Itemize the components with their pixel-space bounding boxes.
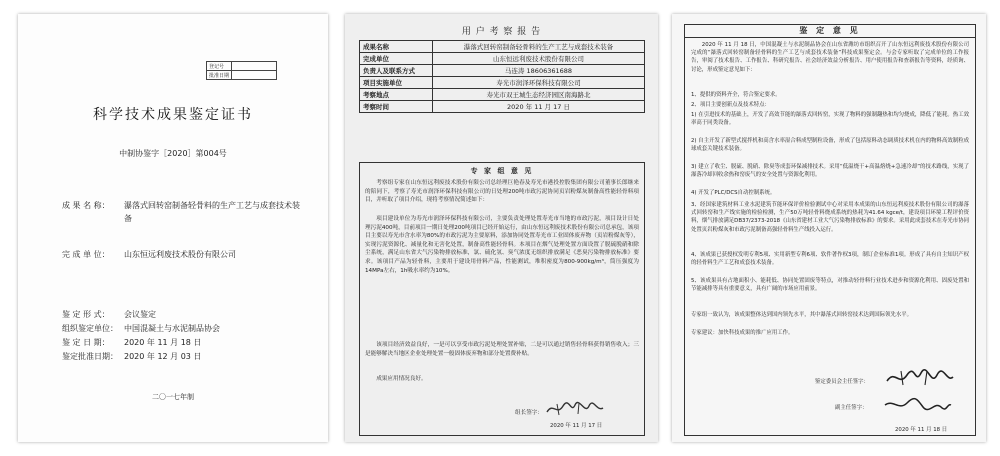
reg-label-approval-date: 批准日期 bbox=[207, 71, 232, 80]
chair-signature-row bbox=[815, 377, 869, 385]
registration-box bbox=[206, 61, 277, 80]
appraisal-form-value: 会议鉴定 bbox=[124, 310, 156, 319]
appraisal-item: 3、经国家建筑材料工业水泥建筑节能环保评价检验测试中心对采用本成果的山东恒远利废技术股份有限公司的瀑落式回转窑和生产线实施的检验检测，生产50万吨轻骨料烧成系统的热耗为41.64 kgce/t，建设项目环境工程评价资料，烟气排放满足DB37/2373-2018《山东省建材工业大气污染物排放标准》的要求。采用此成套技术在寿光市协同处置页岩粉煤灰和市政污泥制备高强轻骨料生产线投入运行。 bbox=[691, 202, 969, 233]
expert-paragraph-2: 项目建设单位为寿光市润泽环保科技有限公司，主要负责处理处置寿光市当地的市政污泥，项目设计日处理污泥400吨，目前项目一期日处理200吨项目已经开始运行，由山东恒远利废技术股份有限公司总承包，该项目主要以寿光市含水率为80%的市政污泥为主要原料，添加协同处置寿光市工业固体废弃物（页岩粉煤灰等），实现污泥资源化、减量化和无害化处置，制备高性能轻骨料。本项目在烟气处理处置方面设置了脱硫脱硝和除尘系统，满足山东省大气污染物排放标准，氯、硫化氢、臭气浓度无组织排放满足《恶臭污染物排放标准》要求。该项目产品为轻骨料，主要用于建设用骨料产品，性能测试，堆积密度为800-900kg/m³，筒压强度为14MPa左右，1h吸水率约为10%。 bbox=[365, 216, 639, 274]
approval-date-row bbox=[62, 350, 312, 364]
appraisal-item: 1、提供的资料齐全，符合鉴定要求。 bbox=[691, 92, 781, 98]
table-row bbox=[360, 65, 645, 77]
expert-paragraph-1: 考察组专家在山东恒远利废技术股份有限公司总经理巨艳春及寿光市港投控股集团有限公司董事长郎继来的陪同下，考察了寿光市润泽环保科技有限公司的日处理200吨市政污泥协同页岩粉煤灰制备高性能轻骨料项目，并听取了项目介绍，现将考察情况简述如下： bbox=[365, 180, 639, 204]
table-row bbox=[360, 77, 645, 89]
appraisal-date-row bbox=[62, 336, 312, 350]
row-key: 考察时间 bbox=[360, 101, 433, 113]
row-key: 成果名称 bbox=[360, 41, 433, 53]
appraisal-date-label: 鉴 定 日 期： bbox=[62, 338, 110, 347]
inspection-sign-date: 2020 年 11 月 17 日 bbox=[550, 423, 603, 429]
appraisal-item: 2、项目主要创新点及技术特点： bbox=[691, 102, 770, 108]
group-leader-signature bbox=[515, 408, 543, 416]
row-value: 2020 年 11 月 17 日 bbox=[433, 101, 645, 113]
appraisal-item: 4) 开发了PLC/DCS自动控制系统。 bbox=[691, 190, 776, 196]
appraisal-intro: 2020 年 11 月 18 日，中国混凝土与水泥制品协会在山东省潍坊市组织召开了山东恒远利废技术股份有限公司完成的“瀑落式回转窑制备轻骨料的生产工艺与成套技术装备”科技成果鉴定会。与会专家听取了完成单位的工作报告，审阅了技术报告、工作报告、科研究报告、社会经济效益分析报告、用户使用报告和查新报告等资料，经质询、讨论，形成鉴定意见如下： bbox=[691, 42, 969, 73]
appraisal-opinion-title: 鉴 定 意 见 bbox=[685, 25, 975, 38]
appraisal-item: 专家组一致认为，该成果整体达到国内领先水平，其中瀑落式回转窑技术达到国际领先水平。 bbox=[691, 312, 913, 318]
row-key: 考察地点 bbox=[360, 89, 433, 101]
report-title: 用 户 考 察 报 告 bbox=[461, 27, 542, 37]
approval-date-label: 鉴定批准日期： bbox=[62, 352, 118, 361]
expert-paragraph-4: 成果应用情况良好。 bbox=[376, 376, 427, 382]
row-value: 马连涛 18606361688 bbox=[433, 65, 645, 77]
table-row bbox=[360, 41, 645, 53]
appraisal-form-label: 鉴 定 形 式： bbox=[62, 310, 110, 319]
appraisal-item: 1) 在引进技术的基础上，开发了高效节能的瀑落式回转窑，实现了物料的强制翻热和均匀烧成，降低了能耗。热工效率高于同类设备。 bbox=[691, 112, 969, 127]
appraisal-item: 专家建议：加快科技成果的推广应用工作。 bbox=[691, 330, 794, 336]
expert-opinion-heading: 专 家 组 意 见 bbox=[470, 167, 534, 175]
chair-signature-label: 鉴定委员会主任签字： bbox=[815, 379, 869, 385]
organizer-value: 中国混凝土与水泥制品协会 bbox=[124, 324, 220, 333]
organizer-row bbox=[62, 322, 312, 336]
reg-value-number bbox=[232, 62, 277, 71]
certificate-cover-page bbox=[18, 14, 328, 442]
certificate-title: 科学技术成果鉴定证书 bbox=[93, 107, 253, 123]
row-value: 瀑落式回转窑制备轻骨料的生产工艺与成套技术装备 bbox=[433, 41, 645, 53]
completing-unit-value: 山东恒远利废技术股份有限公司 bbox=[124, 250, 236, 259]
reg-label-number: 登记号 bbox=[207, 62, 232, 71]
appraisal-item: 2) 自主开发了新型式搅拌机和高含水率湿合料成型制粒设备，形成了包括原料动态调质技术机在内的物料高效制粒成球成套关键技术装备。 bbox=[691, 138, 969, 153]
report-info-table bbox=[359, 40, 645, 113]
vice-chair-signature-row bbox=[835, 403, 867, 411]
organizer-label: 组织鉴定单位： bbox=[62, 324, 118, 333]
vice-chair-handwritten-signature-icon bbox=[883, 395, 953, 415]
appraisal-item: 3) 建立了收尘、脱硫、脱硝、除臭等成套环保减排技术。采用“低温烧干+高温熔烧+急速冷却”的技术路线，实现了瀑落冷却回收余热和窑废气的安全处置与资源化利用。 bbox=[691, 164, 969, 179]
completing-unit-row bbox=[62, 248, 312, 262]
row-key: 完成单位 bbox=[360, 53, 433, 65]
appraisal-date-value: 2020 年 11 月 18 日 bbox=[124, 338, 202, 347]
row-key: 项目实施单位 bbox=[360, 77, 433, 89]
chair-handwritten-signature-icon bbox=[885, 367, 955, 389]
handwritten-signature-icon bbox=[545, 400, 605, 418]
table-row bbox=[360, 101, 645, 113]
appraisal-item: 4、该成果已获授权发明专利5项、实用新型专利6项、软件著作权3项，制订企业标准1项。形成了具有自主知识产权的轻骨料生产工艺和成套技术装备。 bbox=[691, 252, 969, 267]
appraisal-opinion-date: 2020 年 11 月 18 日 bbox=[895, 427, 948, 433]
approval-date-value: 2020 年 12 月 03 日 bbox=[124, 352, 202, 361]
row-value: 寿光市润泽环保科技有限公司 bbox=[433, 77, 645, 89]
row-value: 寿光市双王城生态经济园区南海路北 bbox=[433, 89, 645, 101]
row-value: 山东恒远利废技术股份有限公司 bbox=[433, 53, 645, 65]
user-inspection-report-page bbox=[345, 14, 658, 442]
appraisal-form-row bbox=[62, 308, 312, 322]
row-key: 负责人及联系方式 bbox=[360, 65, 433, 77]
achievement-name-row bbox=[62, 199, 312, 229]
appraisal-opinion-box bbox=[684, 24, 976, 436]
table-row bbox=[360, 89, 645, 101]
achievement-name-value: 瀑落式回转窑制备轻骨料的生产工艺与成套技术装备 bbox=[124, 201, 300, 223]
appraisal-opinion-page bbox=[672, 14, 986, 442]
reg-value-approval-date bbox=[232, 71, 277, 80]
table-row bbox=[360, 53, 645, 65]
expert-opinion-box bbox=[359, 162, 645, 436]
completing-unit-label: 完 成 单 位： bbox=[62, 250, 110, 259]
vice-chair-signature-label: 副主任签字： bbox=[835, 405, 868, 411]
signer-label: 组长签字： bbox=[515, 410, 543, 416]
achievement-name-label: 成 果 名 称： bbox=[62, 201, 110, 210]
year-made: 二〇一七年制 bbox=[152, 393, 194, 401]
appraisal-item: 5、该成果具有占地面积小、能耗低、协同处置固废等特点，对推动轻骨料行业技术进步和资源化利用、固废处置和节能减排等具有重要意义，具有广阔的市场应用前景。 bbox=[691, 278, 969, 293]
expert-paragraph-3: 该项目经济效益良好，一是可以享受市政污泥处理处置补贴，二是可以通过销售轻骨料获得销售收入；三是能够解决当地区企业处理处置一般固体废弃物和部分处置费补贴。 bbox=[365, 342, 639, 357]
certificate-code: 中制协鉴字［2020］第004号 bbox=[119, 149, 227, 158]
